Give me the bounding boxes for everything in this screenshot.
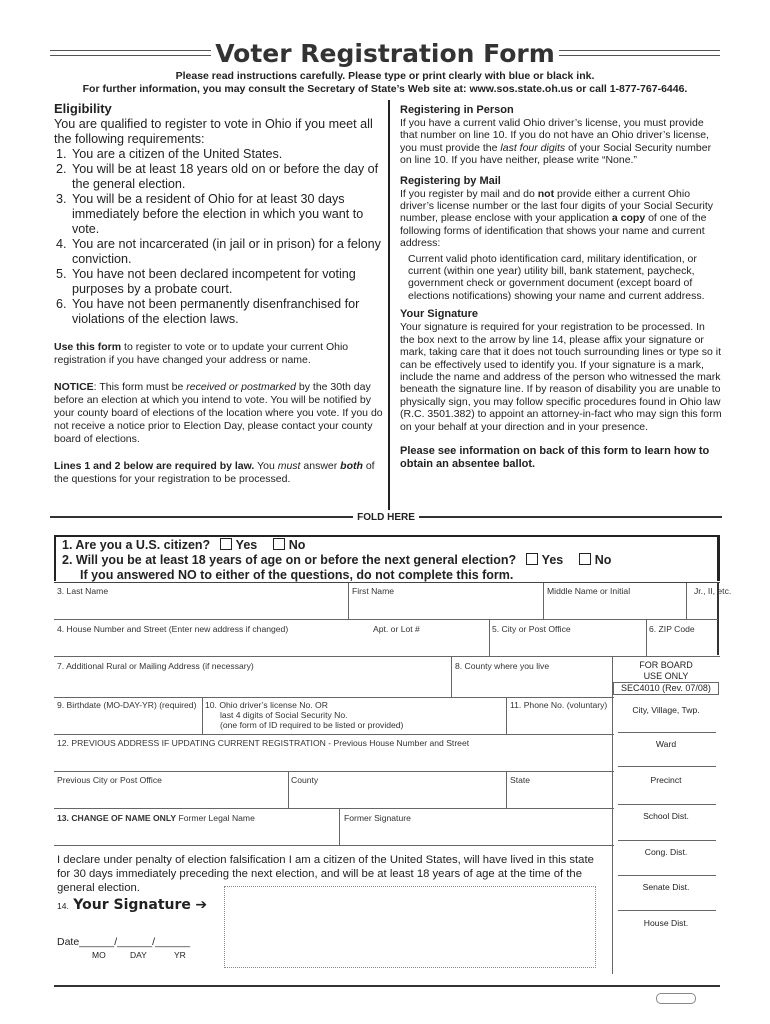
street-field[interactable]: 4. House Number and Street (Enter new address if changed): [57, 624, 289, 634]
previous-city-field[interactable]: Previous City or Post Office: [57, 775, 162, 785]
questions-warning: If you answered NO to either of the questions, do not complete this form.: [80, 568, 514, 582]
board-congress: Cong. Dist.: [644, 847, 688, 857]
eligibility-section: [54, 102, 386, 486]
grid-line: [54, 734, 614, 735]
signature-number: 14.: [57, 901, 69, 911]
signature-text: Your signature is required for your registration to be processed. In the box next to the arrow by line 14, please affix your signature or mark, taking care that it does not touch surrounding lines or type so it can be effectively used to identify you. If your signature is a mark, include the name and address of the person who witnessed the mark beneath the signature line. If by reason of disability you are unable to physically sign, you may follow specific procedures found in Ohio law (R.C. 3501.382) to appoint an attorney-in-fact who may sign this form on your behalf at your direction and in your presence.: [400, 321, 722, 433]
eligibility-item: 2. You will be at least 18 years old on or before the day of the general election.: [70, 162, 386, 192]
board-line: [618, 910, 716, 911]
instructions-section: [400, 104, 722, 471]
board-line: [618, 840, 716, 841]
signature-title: Your Signature: [73, 897, 191, 913]
signature-heading: Your Signature: [400, 308, 479, 321]
board-line: [618, 875, 716, 876]
board-heading-2: USE ONLY: [643, 671, 689, 681]
column-divider: [388, 100, 390, 510]
question-age: 2. Will you be at least 18 years of age on or before the next general election?: [62, 553, 517, 567]
grid-line: [202, 698, 203, 734]
phone-field[interactable]: 11. Phone No. (voluntary): [510, 700, 608, 710]
grid-line: [54, 845, 614, 846]
grid-line: [506, 698, 507, 734]
former-name-field[interactable]: 13. CHANGE OF NAME ONLY Former Legal Name: [57, 813, 255, 823]
date-year-label: YR: [174, 950, 186, 960]
board-line: [618, 804, 716, 805]
board-ward: Ward: [655, 739, 677, 749]
eligibility-heading: Eligibility: [54, 101, 112, 116]
grid-line: [288, 772, 289, 808]
grid-line: [54, 619, 718, 620]
grid-line: [348, 583, 349, 619]
previous-address-field[interactable]: 12. PREVIOUS ADDRESS IF UPDATING CURRENT REGISTRATION - Previous House Number and Street: [57, 738, 470, 748]
board-senate: Senate Dist.: [642, 882, 690, 892]
printer-mark-icon: [656, 993, 696, 1004]
eligibility-item: 6. You have not been permanently disenfranchised for violations of the election laws.: [70, 297, 386, 327]
grid-line: [339, 809, 340, 845]
grid-line: [543, 583, 544, 619]
notice-note: NOTICE: This form must be received or postmarked by the 30th day before an election at which you intend to vote. You will be notified by your county board of elections of the location where you vote. If you do not receive a notice prior to Election Day, please contact your county board of elections.: [54, 381, 383, 445]
eligibility-item: 3. You will be a resident of Ohio for at least 30 days immediately before the election in which you want to vote.: [70, 192, 386, 237]
board-use-only: [612, 660, 720, 695]
county-field[interactable]: 8. County where you live: [455, 661, 550, 671]
license-field[interactable]: 10. Ohio driver’s license No. OR: [205, 700, 328, 710]
title-row: [50, 36, 720, 70]
title-rule-right: [559, 50, 720, 56]
title-rule-left: [50, 50, 211, 56]
citizen-no-checkbox[interactable]: [273, 538, 285, 550]
grid-line: [54, 582, 720, 583]
mail-id-list: Current valid photo identification card, military identification, or current (within one year) utility bill, bank statement, paycheck, government check or government document (except board of elections notifications) showing your name and current address.: [408, 252, 705, 302]
citizenship-questions: [54, 535, 720, 581]
bottom-rule: [54, 985, 720, 987]
info-line: For further information, you may consult the Secretary of State’s Web site at: www.sos.state.oh.us or call 1-877-767-6446.: [82, 83, 688, 95]
board-line: [618, 732, 716, 733]
fold-label: FOLD HERE: [357, 511, 415, 523]
no-label: No: [594, 553, 612, 567]
date-month-label: MO: [92, 950, 106, 960]
mail-text: If you register by mail and do not provide either a current Ohio driver’s license number or the last four digits of your Social Security number, please enclose with your application a copy of one of the following forms of identification that shows your name and current address:: [400, 187, 714, 250]
middle-name-field[interactable]: Middle Name or Initial: [547, 586, 631, 596]
former-signature-field[interactable]: Former Signature: [344, 813, 411, 823]
license-field-sub: last 4 digits of Social Security No.: [220, 710, 348, 720]
absentee-note: Please see information on back of this form to learn how to obtain an absentee ballot.: [400, 444, 710, 470]
question-citizen: 1. Are you a U.S. citizen?: [62, 538, 211, 552]
last-name-field[interactable]: 3. Last Name: [57, 586, 109, 596]
eligibility-item: 5. You have not been declared incompetent for voting purposes by a probate court.: [70, 267, 386, 297]
grid-line: [506, 772, 507, 808]
age-no-checkbox[interactable]: [579, 553, 591, 565]
required-lines-note: Lines 1 and 2 below are required by law. You must answer both of the questions for your registration to be processed.: [54, 460, 375, 485]
use-form-note: Use this form to register to vote or to update your current Ohio registration if you have changed your address or name.: [54, 341, 349, 366]
zip-field[interactable]: 6. ZIP Code: [649, 624, 695, 634]
signature-box[interactable]: [224, 886, 596, 968]
page-title: Voter Registration Form: [215, 38, 555, 68]
grid-line: [54, 771, 614, 772]
yes-label: Yes: [541, 553, 564, 567]
person-heading: Registering in Person: [400, 104, 514, 116]
grid-line: [646, 620, 647, 656]
eligibility-list: [54, 147, 386, 327]
grid-line: [54, 656, 720, 657]
grid-line: [686, 583, 687, 619]
board-school: School Dist.: [643, 811, 689, 821]
board-precinct: Precinct: [650, 775, 682, 785]
license-field-note: (one form of ID required to be listed or provided): [220, 720, 404, 730]
yes-label: Yes: [235, 538, 258, 552]
eligibility-intro: You are qualified to register to vote in Ohio if you meet all the following requirements:: [54, 117, 373, 146]
grid-line: [451, 657, 452, 697]
eligibility-item: 4. You are not incarcerated (in jail or in prison) for a felony conviction.: [70, 237, 386, 267]
eligibility-item: 1. You are a citizen of the United States.: [70, 147, 386, 162]
grid-line: [54, 697, 614, 698]
fold-line: [50, 510, 722, 524]
arrow-right-icon: ➔: [195, 897, 208, 913]
signature-label: [57, 896, 207, 914]
city-field[interactable]: 5. City or Post Office: [492, 624, 571, 634]
previous-state-field[interactable]: State: [510, 775, 531, 785]
mail-heading: Registering by Mail: [400, 174, 501, 187]
citizen-yes-checkbox[interactable]: [220, 538, 232, 550]
grid-line: [489, 620, 490, 656]
no-label: No: [288, 538, 306, 552]
age-yes-checkbox[interactable]: [526, 553, 538, 565]
birthdate-field[interactable]: 9. Birthdate (MO-DAY-YR) (required): [57, 700, 197, 710]
declaration: I declare under penalty of election falsification I am a citizen of the United States, will have lived in this state for 30 days immediately preceding the next election, and will be at least 18 years of age at the time of the general election.: [57, 854, 594, 894]
person-text: If you have a current valid Ohio driver’s license, you must provide that number on line 10. If you do not have an Ohio driver’s license, you must provide the last four digits of your Social Security number on line 10. If you have neither, please write “None.”: [400, 117, 712, 167]
board-form-code: SEC4010 (Rev. 07/08): [613, 682, 719, 695]
grid-line: [54, 808, 614, 809]
apt-field[interactable]: Apt. or Lot #: [373, 624, 420, 634]
date-day-label: DAY: [130, 950, 147, 960]
board-heading: FOR BOARD: [639, 660, 693, 670]
board-line: [618, 766, 716, 767]
board-house: House Dist.: [643, 918, 689, 928]
suffix-field[interactable]: Jr., II, etc.: [694, 586, 732, 596]
rural-address-field[interactable]: 7. Additional Rural or Mailing Address (if necessary): [57, 661, 254, 671]
instructions-line: Please read instructions carefully. Please type or print clearly with blue or black ink.: [175, 70, 595, 82]
first-name-field[interactable]: First Name: [352, 586, 395, 596]
date-field[interactable]: Date______/______/______: [57, 936, 191, 948]
board-city: City, Village, Twp.: [632, 705, 700, 715]
previous-county-field[interactable]: County: [291, 775, 319, 785]
